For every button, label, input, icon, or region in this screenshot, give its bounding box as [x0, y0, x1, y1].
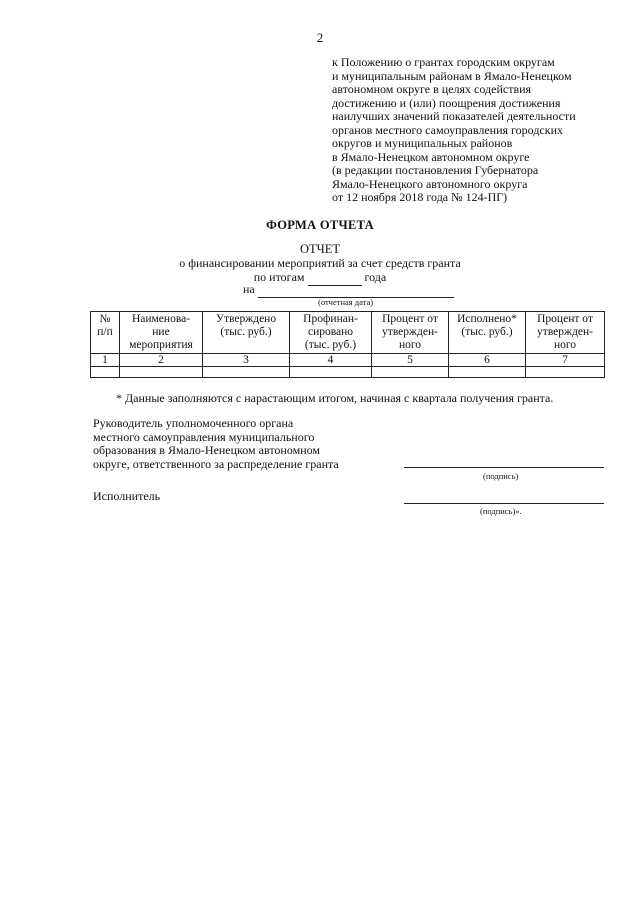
report-title: ОТЧЕТ	[299, 242, 341, 256]
report-date-line	[243, 282, 454, 298]
report-subtitle: о финансировании мероприятий за счет средств гранта	[179, 256, 461, 270]
table-empty-row	[91, 367, 605, 378]
table-header-cell: Утверждено (тыс. руб.)	[203, 312, 290, 354]
date-caption: (отчетная дата)	[318, 297, 374, 307]
period-suffix: года	[364, 270, 387, 284]
period-prefix: по итогам	[253, 270, 305, 284]
table-header-cell: Профинан- сировано (тыс. руб.)	[290, 312, 372, 354]
table-cell: 5	[372, 354, 449, 367]
table-cell: 1	[91, 354, 120, 367]
table-cell	[372, 367, 449, 378]
table-header-cell: Исполнено* (тыс. руб.)	[449, 312, 526, 354]
table-cell	[120, 367, 203, 378]
table-header-cell: Процент от утвержден- ного	[372, 312, 449, 354]
table-cell	[526, 367, 605, 378]
report-table	[90, 311, 605, 378]
table-cell: 4	[290, 354, 372, 367]
table-header-row	[91, 312, 605, 354]
table-cell	[290, 367, 372, 378]
table-cell: 7	[526, 354, 605, 367]
table-cell	[91, 367, 120, 378]
table-header-cell: Наименова- ние мероприятия	[120, 312, 203, 354]
head-signature-line	[404, 467, 604, 468]
table-header-cell: № п/п	[91, 312, 120, 354]
form-title: ФОРМА ОТЧЕТА	[266, 218, 374, 232]
executor-signature-line	[404, 503, 604, 504]
executor-label: Исполнитель	[93, 489, 161, 503]
table-numbering-row	[91, 354, 605, 367]
executor-signature-caption: (подпись)».	[480, 506, 522, 516]
table-cell: 3	[203, 354, 290, 367]
table-header-cell: Процент от утвержден- ного	[526, 312, 605, 354]
table-footnote: * Данные заполняются с нарастающим итогом, начиная с квартала получения гранта.	[116, 391, 554, 405]
preamble-reference: к Положению о грантах городским округам и муниципальным районам в Ямало-Ненецком автономном округе в целях содействия достижению и (или) поощрения достижения наилучших значений показателей деятельности органов местного самоуправления городских округов и муниципальных районов в Ямало-Ненецком автономном округе (в редакции постановления Губернатора Ямало-Ненецкого автономного округа от 12 ноября 2018 года № 124-ПГ)	[332, 55, 576, 204]
table-cell: 2	[120, 354, 203, 367]
table-cell: 6	[449, 354, 526, 367]
page-number: 2	[316, 30, 324, 45]
table-cell	[449, 367, 526, 378]
table-cell	[203, 367, 290, 378]
date-blank	[258, 282, 454, 298]
head-signature-caption: (подпись)	[483, 471, 519, 481]
head-signatory-text: Руководитель уполномоченного органа местного самоуправления муниципального образования в Ямало-Ненецком автономном округе, ответственного за распределение гранта	[93, 416, 339, 471]
date-prefix: на	[243, 282, 255, 296]
